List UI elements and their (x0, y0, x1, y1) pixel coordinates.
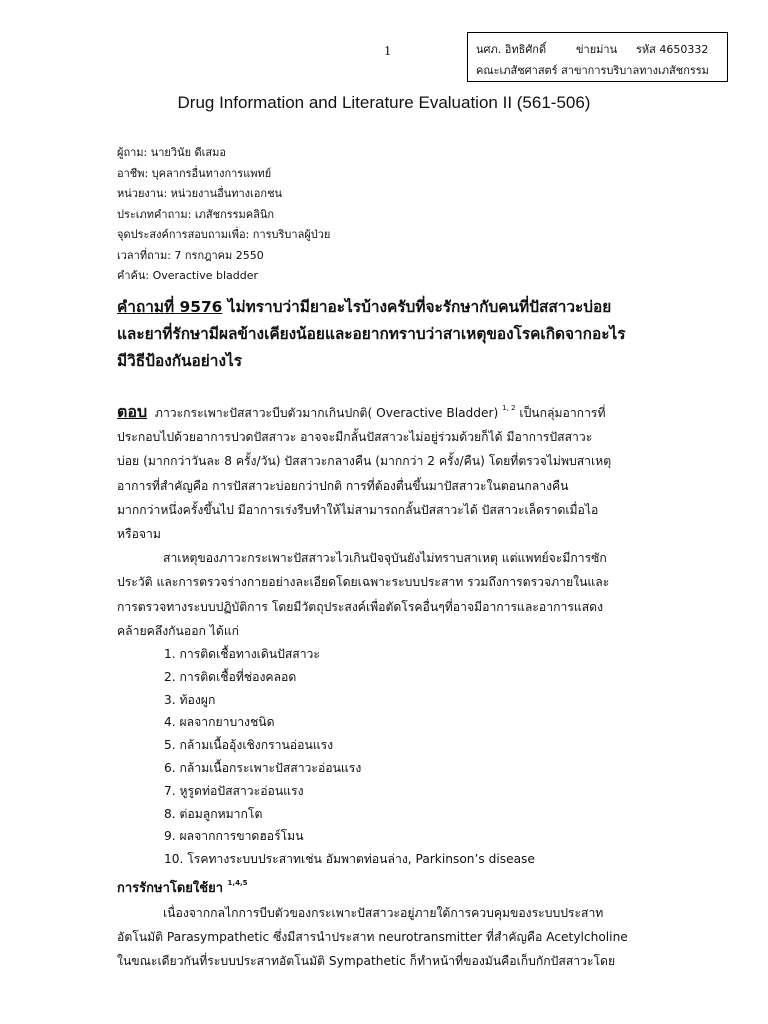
cause-list (117, 643, 647, 871)
author-line-1 (476, 39, 719, 60)
cause-paragraph-line: คล้ายคลึงกันออก ได้แก่ (117, 623, 240, 638)
answer-intro-line: อาการที่สำคัญคือ การปัสสาวะบ่อยกว่าปกติ การที่ต้องตื่นขึ้นมาปัสสาวะในตอนกลางคืน (117, 478, 569, 493)
list-item: 2. การติดเชื้อที่ช่องคลอด (164, 669, 297, 684)
author-info-box (467, 32, 728, 82)
question-line: และยาที่รักษามีผลข้างเคียงน้อยและอยากทราบว่าสาเหตุของโรคเกิดจากอะไร (117, 325, 626, 343)
treatment-heading (117, 871, 647, 901)
question-label: คำถามที่ 9576 (117, 298, 223, 316)
answer-block (117, 396, 647, 974)
answer-intro-line: ประกอบไปด้วยอาการปวดปัสสาวะ อาจจะมีกลั้นปัสสาวะไม่อยู่ร่วมด้วยก็ได้ มีอาการปัสสาวะ (117, 430, 593, 445)
page-number: 1 (384, 44, 391, 59)
treatment-heading-text: การรักษาโดยใช้ยา (117, 881, 224, 896)
list-item: 10. โรคทางระบบประสาทเช่น อัมพาตท่อนล่าง, Parkinson’s disease (164, 852, 535, 867)
meta-occupation: อาชีพ: บุคลากรอื่นทางการแพทย์ (117, 166, 272, 180)
answer-intro-line: บ่อย (มากกว่าวันละ 8 ครั้ง/วัน) ปัสสาวะกลางคืน (มากกว่า 2 ครั้ง/คืน) โดยที่ตรวจไม่พบสาเหตุ (117, 454, 612, 469)
treatment-line: เนื่องจากกลไกการบีบตัวของกระเพาะปัสสาวะอยู่ภายใต้การควบคุมของระบบประสาท (163, 906, 604, 920)
list-item: 6. กล้ามเนื้อกระเพาะปัสสาวะอ่อนแรง (164, 761, 362, 776)
meta-keyword: คำค้น: Overactive bladder (117, 269, 259, 282)
list-item: 9. ผลจากการขาดฮอร์โมน (164, 829, 304, 844)
intro-tail: เป็นกลุ่มอาการที่ (519, 406, 606, 420)
document-title: Drug Information and Literature Evaluation II (561-506) (177, 93, 591, 112)
list-item: 7. หูรูดท่อปัสสาวะอ่อนแรง (164, 783, 304, 798)
list-item: 1. การติดเชื้อทางเดินปัสสาวะ (164, 647, 320, 662)
cause-paragraph-line: การตรวจทางระบบปฏิบัติการ โดยมีวัตถุประสงค์เพื่อตัดโรคอื่นๆที่อาจมีอาการและอาการแสดง (117, 599, 604, 614)
author-name: นศภ. อิทธิศักดิ์ (476, 43, 547, 56)
question-text: ไม่ทราบว่ามียาอะไรบ้างครับที่จะรักษากับคนที่ปัสสาวะบ่อย (227, 298, 612, 316)
author-faculty: คณะเภสัชศาสตร์ สาขาการบริบาลทางเภสัชกรรม (476, 64, 709, 77)
student-id: รหัส 4650332 (636, 43, 709, 56)
meta-question-type: ประเภทคำถาม: เภสัชกรรมคลินิก (117, 207, 275, 221)
citation-ref: 1, 2 (502, 404, 516, 412)
answer-intro-first-line (117, 396, 647, 425)
list-item: 4. ผลจากยาบางชนิด (164, 715, 275, 730)
meta-purpose: จุดประสงค์การสอบถามเพื่อ: การบริบาลผู้ป่วย (117, 228, 331, 241)
meta-date: เวลาที่ถาม: 7 กรกฎาคม 2550 (117, 248, 264, 262)
question-metadata (117, 143, 330, 287)
meta-asker: ผู้ถาม: นายวินัย ดีเสมอ (117, 146, 226, 159)
list-item: 8. ต่อมลูกหมากโต (164, 806, 263, 821)
author-surname: ข่ายม่าน (576, 43, 618, 56)
cause-paragraph-line: สาเหตุของภาวะกระเพาะปัสสาวะไวเกินปัจจุบันยังไม่ทราบสาเหตุ แต่แพทย์จะมีการซัก (163, 551, 607, 566)
answer-label: ตอบ (117, 402, 148, 421)
question-block (117, 294, 647, 375)
list-item: 5. กล้ามเนื้ออุ้งเชิงกรานอ่อนแรง (164, 738, 334, 753)
cause-paragraph-line: ประวัติ และการตรวจร่างกายอย่างละเอียดโดยเฉพาะระบบประสาท รวมถึงการตรวจภายในและ (117, 575, 610, 590)
intro-head: ภาวะกระเพาะปัสสาวะบีบตัวมากเกินปกติ( Overactive Bladder) (154, 406, 499, 420)
question-line (117, 294, 647, 321)
citation-ref: 1,4,5 (227, 879, 248, 887)
treatment-line: อัตโนมัติ Parasympathetic ซึ่งมีสารนำประสาท neurotransmitter ที่สำคัญคือ Acetylcholine (117, 930, 628, 945)
question-line: มีวิธีป้องกันอย่างไร (117, 352, 242, 370)
answer-intro-line: หรือจาม (117, 527, 161, 542)
answer-intro-line: มากกว่าหนึ่งครั้งขึ้นไป มีอาการเร่งรีบทำให้ไม่สามารถกลั้นปัสสาวะได้ ปัสสาวะเล็ดราดเมื่อไอ (117, 502, 599, 517)
treatment-line: ในขณะเดียวกันที่ระบบประสาทอัตโนมัติ Sympathetic ก็ทำหน้าที่ของมันคือเก็บกักปัสสาวะโดย (117, 954, 616, 969)
meta-organization: หน่วยงาน: หน่วยงานอื่นทางเอกชน (117, 187, 283, 200)
list-item: 3. ท้องผูก (164, 692, 216, 707)
